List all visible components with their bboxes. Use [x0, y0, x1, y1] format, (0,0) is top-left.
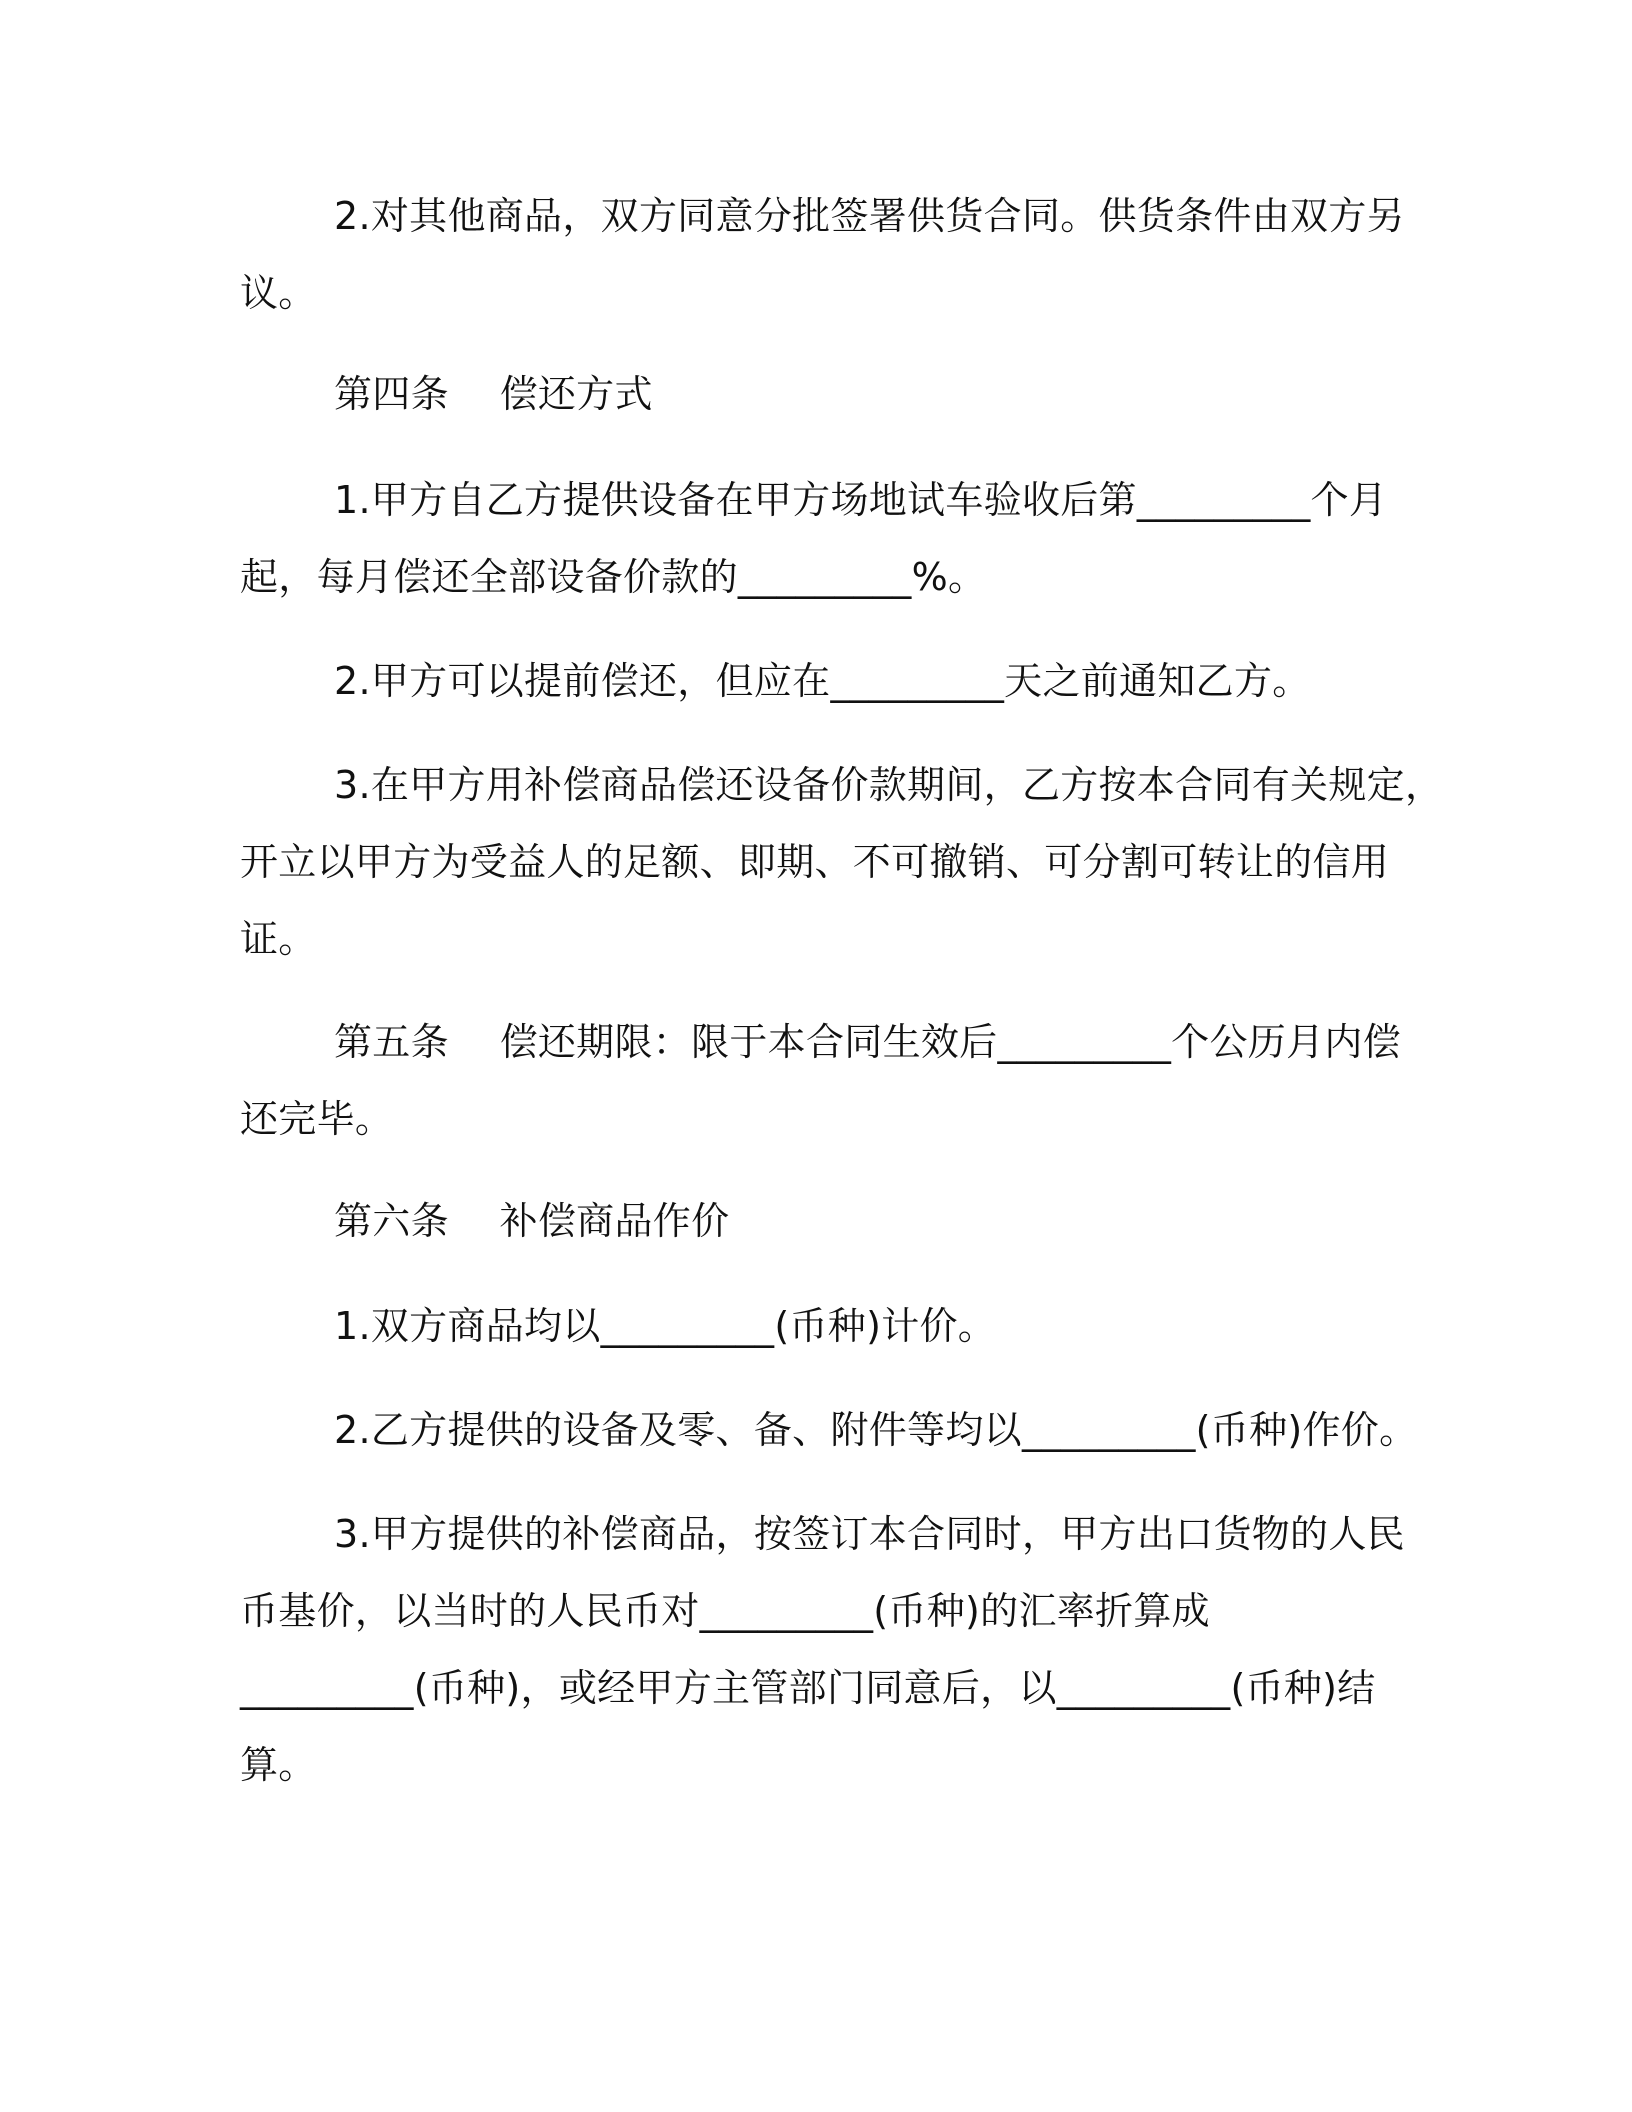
- heading-article-6: [240, 1183, 1376, 1260]
- paragraph-other-goods: [240, 178, 1405, 332]
- text-line: 还完毕。: [240, 1097, 394, 1141]
- text-line: 算。: [240, 1743, 317, 1787]
- text-line: 起，每月偿还全部设备价款的_________%。: [240, 555, 987, 599]
- paragraph-repayment-1: [240, 462, 1388, 616]
- text-line: 2.对其他商品，双方同意分批签署供货合同。供货条件由双方另: [334, 194, 1405, 238]
- paragraph-pricing-1: [240, 1288, 1376, 1365]
- paragraph-pricing-3: [240, 1496, 1405, 1804]
- text-line: 币基价，以当时的人民币对_________(币种)的汇率折算成: [240, 1589, 1210, 1633]
- text-line: 2.乙方提供的设备及零、备、附件等均以_________(币种)作价。: [334, 1408, 1418, 1452]
- paragraph-article-5: [240, 1004, 1401, 1158]
- text-line: 1.甲方自乙方提供设备在甲方场地试车验收后第_________个月: [334, 478, 1388, 522]
- text-line: 2.甲方可以提前偿还，但应在_________天之前通知乙方。: [334, 659, 1311, 703]
- text-line: 第六条 补偿商品作价: [334, 1199, 730, 1243]
- paragraph-pricing-2: [240, 1392, 1418, 1469]
- text-line: 证。: [240, 917, 317, 961]
- text-line: 议。: [240, 271, 317, 315]
- text-line: 3.在甲方用补偿商品偿还设备价款期间，乙方按本合同有关规定，: [334, 763, 1444, 807]
- paragraph-repayment-2: [240, 643, 1376, 720]
- text-line: 1.双方商品均以_________(币种)计价。: [334, 1304, 997, 1348]
- text-line: 开立以甲方为受益人的足额、即期、不可撤销、可分割可转让的信用: [240, 840, 1390, 884]
- text-line: _________(币种)，或经甲方主管部门同意后，以_________(币种)结: [240, 1666, 1376, 1710]
- text-line: 3.甲方提供的补偿商品，按签订本合同时，甲方出口货物的人民: [334, 1512, 1405, 1556]
- text-line: 第四条 偿还方式: [334, 372, 653, 416]
- text-line: 第五条 偿还期限：限于本合同生效后_________个公历月内偿: [334, 1020, 1401, 1064]
- paragraph-repayment-3: [240, 747, 1444, 978]
- heading-article-4: [240, 356, 1376, 433]
